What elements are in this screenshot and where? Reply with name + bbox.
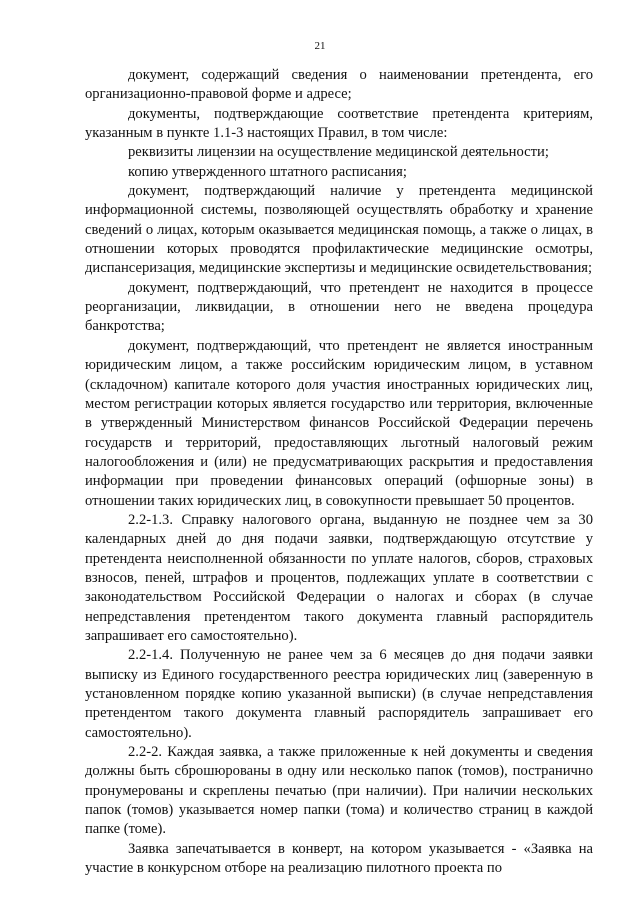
paragraph-license-details: реквизиты лицензии на осуществление медицинской деятельности; — [128, 144, 549, 161]
paragraph-staff-schedule: копию утвержденного штатного расписания; — [128, 163, 407, 180]
paragraph-no-reorganization: документ, подтверждающий, что претендент не находится в процессе реорганизации, ликвидации, в отношении него не введена процедура банкротства; — [85, 279, 593, 335]
paragraph-not-foreign-entity: документ, подтверждающий, что претендент не является иностранным юридическим лицом, а также российским юридическим лицом, в уставном (складочном) капитале которого доля участия иностранных юридических лиц, местом регистрации которых является государство или территория, включенные в утвержденный Министерством финансов Российской Федерации перечень государств и территорий, предоставляющих льготный налоговый режим налогообложения и (или) не предусматривающих раскрытия и предоставления информации при проведении финансовых операций (офшорные зоны) в отношении таких юридических лиц, в совокупности превышает 50 процентов. — [85, 337, 593, 509]
document-body — [85, 66, 593, 878]
paragraph-envelope: Заявка запечатывается в конверт, на котором указывается - «Заявка на участие в конкурсном отборе на реализацию пилотного проекта по — [85, 840, 593, 877]
paragraph-2-2-1-4: 2.2-1.4. Полученную не ранее чем за 6 месяцев до дня подачи заявки выписку из Единого государственного реестра юридических лиц (заверенную в установленном порядке копию указанной выписки) (в случае непредставления претендентом такого документа главный распорядитель запрашивает его самостоятельно). — [85, 647, 593, 741]
paragraph-medical-info-system: документ, подтверждающий наличие у претендента медицинской информационной системы, позволяющей осуществлять обработку и хранение сведений о лицах, которым оказывается медицинская помощь, а также о лицах, в отношении которых проводятся профилактические медицинские осмотры, диспансеризация, медицинские экспертизы и медицинские освидетельствования; — [85, 183, 593, 277]
paragraph-criteria-documents: документы, подтверждающие соответствие претендента критериям, указанным в пункте 1.1-3 настоящих Правил, в том числе: — [85, 105, 593, 142]
paragraph-2-2-2: 2.2-2. Каждая заявка, а также приложенные к ней документы и сведения должны быть сброшюрованы в одну или несколько папок (томов), постранично пронумерованы и скреплены печатью (при наличии). При наличии нескольких папок (томов) указывается номер папки (тома) и количество страниц в каждой папке (томе). — [85, 744, 593, 838]
paragraph-2-2-1-3: 2.2-1.3. Справку налогового органа, выданную не позднее чем за 30 календарных дней до дня подачи заявки, подтверждающую отсутствие у претендента неисполненной обязанности по уплате налогов, сборов, страховых взносов, пеней, штрафов и процентов, подлежащих уплате в соответствии с законодательством Российской Федерации о налогах и сборах (в случае непредставления претендентом такого документа главный распорядитель запрашивает его самостоятельно). — [85, 511, 593, 644]
page-number: 21 — [314, 40, 326, 52]
paragraph-applicant-info: документ, содержащий сведения о наименовании претендента, его организационно-правовой форме и адресе; — [85, 67, 593, 103]
